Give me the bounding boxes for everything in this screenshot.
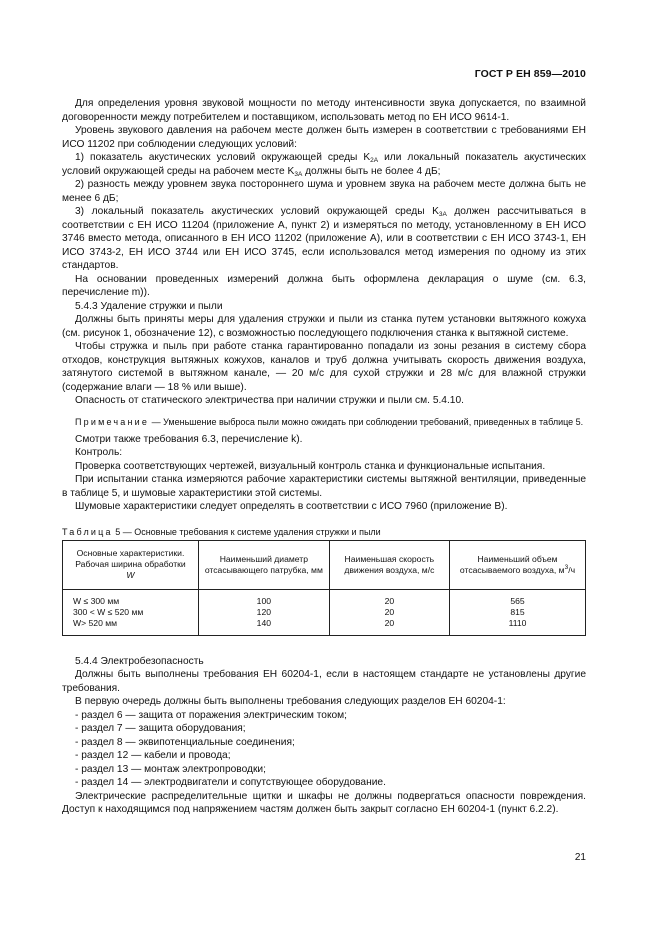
table-cell: 100 <box>198 589 329 607</box>
table-cell: 1110 <box>450 618 586 636</box>
table-cell: 20 <box>329 589 449 607</box>
superscript: 3 <box>564 563 569 571</box>
paragraph: Для определения уровня звуковой мощности по методу интенсивности звука допускается, по взаимной договоренности между потребителем и поставщиком, использовать метод по ЕН ИСО 9614-1. <box>62 98 586 123</box>
subscript: 3A <box>438 211 447 218</box>
list-item: - раздел 6 — защита от поражения электрическим током; <box>75 709 348 721</box>
text: должны быть не более 4 дБ; <box>302 165 441 177</box>
document-header: ГОСТ Р ЕН 859—2010 <box>474 68 586 80</box>
table-caption-text: 5 — Основные требования к системе удаления стружки и пыли <box>112 526 381 537</box>
note-text: — Уменьшение выброса пыли можно ожидать при соблюдении требований, приведенных в таблице 5. <box>149 416 584 427</box>
paragraph: Опасность от статического электричества при наличии стружки и пыли см. 5.4.10. <box>75 395 464 406</box>
text: должен рассчитываться в соответствии с ЕН ИСО 11204 (приложение А, пункт 2) и измеряться по методу, установленному в ЕН ИСО 3746 вместо метода, описанного в ЕН ИСО 11202 (приложение А), или в соответствии с ЕН ИСО 3743-1, ЕН ИСО 3743-2, ЕН ИСО 3744 или ЕН ИСО 3745, если использовался метод измерения по одному из этих стандартов. <box>62 206 586 271</box>
table-row <box>63 589 586 607</box>
text: W <box>126 570 135 580</box>
table-cell: 140 <box>198 618 329 636</box>
condition-1 <box>62 151 586 178</box>
section-heading-5-4-4: 5.4.4 Электробезопасность <box>75 655 204 667</box>
header-cell <box>63 540 199 589</box>
table-row <box>63 607 586 618</box>
page-number: 21 <box>574 852 586 863</box>
note <box>62 416 586 428</box>
paragraph: Чтобы стружка и пыль при работе станка гарантированно попадали из зоны резания в систему сбора отходов, конструкция вытяжных кожухов, каналов и труб должна учитывать скорость движения воздуха, затянутого системой в вытяжном канале, — 20 м/с для сухой стружки и 28 м/с для влажной стружки (содержание влаги — 18 % или выше). <box>62 341 586 393</box>
paragraph: Уровень звукового давления на рабочем месте должен быть измерен в соответствии с требованиями ЕН ИСО 11202 при соблюдении следующих условий: <box>62 125 586 150</box>
subscript: 2A <box>370 157 379 164</box>
condition-3 <box>62 205 586 273</box>
text: или локальный показатель акустических условий окружающей среды на рабочем месте K <box>62 152 586 177</box>
list-item: - раздел 12 — кабели и провода; <box>75 750 231 761</box>
paragraph: Электрические распределительные щитки и шкафы не должны подвергаться опасности повреждения. Доступ к находящимся под напряжением частям должен быть закрыт согласно ЕН 60204-1 (пункт 6.2.2). <box>62 790 586 815</box>
text: /ч <box>568 564 576 575</box>
paragraph: Проверка соответствующих чертежей, визуальный контроль станка и функциональные испытания. <box>75 460 546 472</box>
header-cell: Наименьший диаметр отсасывающего патрубка, мм <box>198 540 329 589</box>
table-cell: 565 <box>450 589 586 607</box>
table-cell: 20 <box>329 607 449 618</box>
paragraph: В первую очередь должны быть выполнены требования следующих разделов ЕН 60204-1: <box>75 696 506 707</box>
page-content <box>62 97 586 817</box>
paragraph: Должны быть выполнены требования ЕН 60204-1, если в настоящем стандарте не установлены другие требования. <box>62 669 586 694</box>
text: Основные характеристики. <box>76 548 185 558</box>
text: 3) локальный показатель акустических условий окружающей среды K <box>75 206 439 217</box>
text: Наименьший объем отсасываемого воздуха, м <box>459 553 565 575</box>
table-caption <box>62 526 586 538</box>
table-cell: 300 < W ≤ 520 мм <box>63 607 199 618</box>
note-label: Примечание <box>75 416 150 427</box>
list-item: - раздел 13 — монтаж электропроводки; <box>75 763 266 775</box>
list-item: - раздел 8 — эквипотенциальные соединения; <box>75 736 295 748</box>
table-cell: 815 <box>450 607 586 618</box>
table-cell: 20 <box>329 618 449 636</box>
text: Рабочая ширина обработки <box>75 559 186 569</box>
paragraph: Шумовые характеристики следует определять в соответствии с ИСО 7960 (приложение В). <box>75 501 508 512</box>
section-heading-5-4-3: 5.4.3 Удаление стружки и пыли <box>75 300 223 312</box>
table-caption-label: Таблица <box>62 526 113 537</box>
condition-2: 2) разность между уровнем звука постороннего шума и уровнем звука на рабочем месте должна быть не менее 6 дБ; <box>62 179 586 204</box>
table-cell: W ≤ 300 мм <box>63 589 199 607</box>
paragraph: Контроль: <box>75 447 123 458</box>
table-row <box>63 618 586 636</box>
paragraph: На основании проведенных измерений должна быть оформлена декларация о шуме (см. 6.3, перечисление m)). <box>62 273 586 298</box>
paragraph: При испытании станка измеряются рабочие характеристики системы вытяжной вентиляции, приведенные в таблице 5, и шумовые характеристики этой системы. <box>62 474 586 499</box>
paragraph: Должны быть приняты меры для удаления стружки и пыли из станка путем установки вытяжного кожуха (см. рисунок 1, обозначение 12), с возможностью последующего подключения станка к вытяжной системе. <box>62 314 586 339</box>
requirements-table <box>62 540 586 636</box>
table-cell: 120 <box>198 607 329 618</box>
text: 1) показатель акустических условий окружающей среды K <box>75 152 371 163</box>
table-header-row <box>63 540 586 589</box>
subscript: 3A <box>294 170 303 178</box>
list-item: - раздел 14 — электродвигатели и сопутствующее оборудование. <box>75 777 386 788</box>
table-cell: W> 520 мм <box>63 618 199 636</box>
paragraph: Смотри также требования 6.3, перечисление k). <box>75 433 303 445</box>
list-item: - раздел 7 — защита оборудования; <box>75 723 246 734</box>
header-cell: Наименьшая скорость движения воздуха, м/с <box>329 540 449 589</box>
header-cell <box>450 540 586 589</box>
